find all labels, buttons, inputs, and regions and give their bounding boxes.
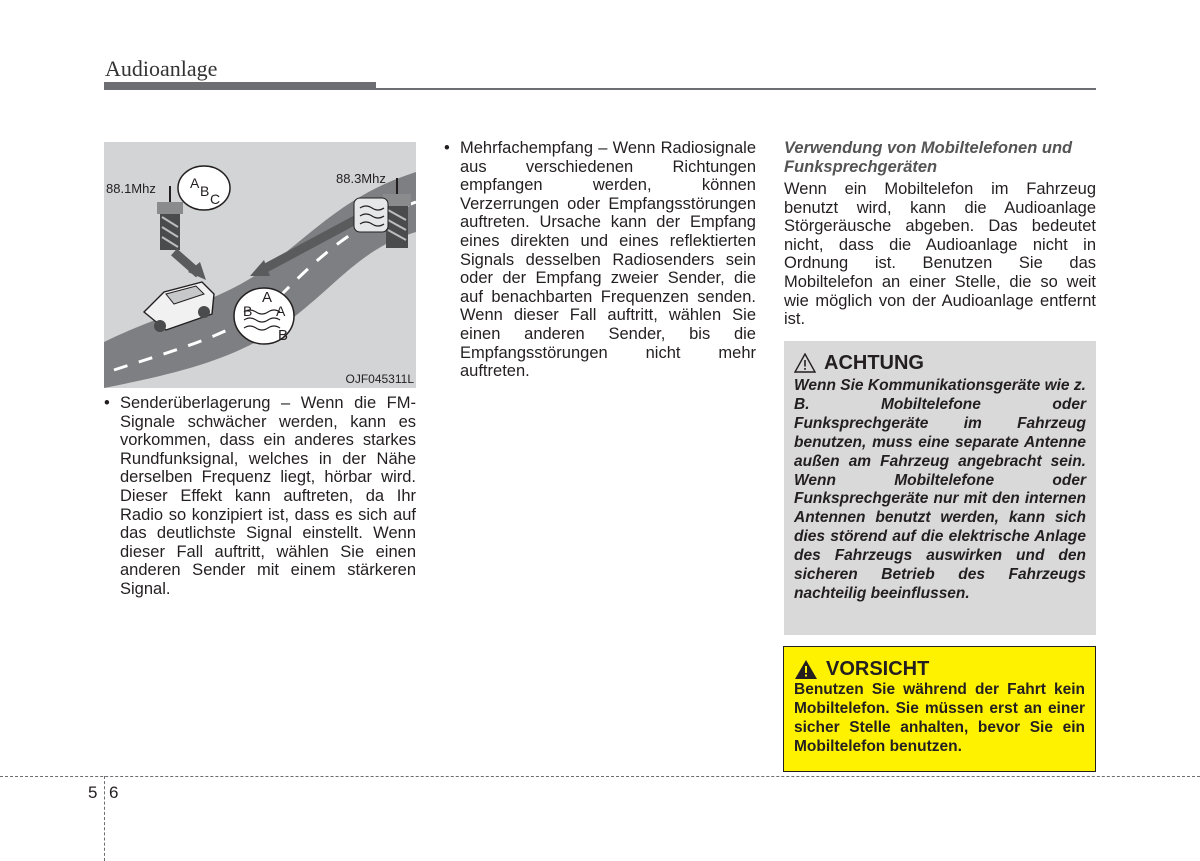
page-header-title: Audioanlage: [105, 56, 218, 81]
section-heading-mobiltelefone: Verwendung von Mobiltelefonen und Funksprechgeräten: [784, 139, 1073, 176]
bubble-letter-a: A: [190, 175, 200, 191]
vorsicht-box: [783, 646, 1096, 772]
bullet-senderueberlagerung-text: Senderüberlagerung – Wenn die FM-Signale schwächer werden, kann es vorkommen, dass ein anderes starkes Rundfunksignal, welches in der Nähe derselben Frequenz liegt, hörbar wird. Dieser Effekt kann auftreten, da Ihr Radio so konzipiert ist, dass es sich auf das deutlichste Signal einstellt. Wenn dieser Fall auftritt, wählen Sie einen anderen Sender mit einem stärkeren Signal.: [120, 394, 416, 598]
right-frequency-label: 88.3Mhz: [336, 171, 386, 186]
figure-code: OJF045311L: [345, 372, 414, 386]
header-rule-thin: [376, 88, 1096, 90]
left-frequency-label: 88.1Mhz: [106, 181, 156, 196]
vorsicht-title-row: [794, 657, 1085, 681]
middle-column: [444, 139, 756, 381]
car-bubble-letter-a: A: [262, 289, 273, 306]
achtung-box: [784, 341, 1096, 635]
bubble-letter-b: B: [200, 183, 210, 199]
bullet-mehrfachempfang-text: Mehrfachempfang – Wenn Radiosignale aus verschiedenen Richtungen empfangen werden, können Verzerrungen oder Empfangsstörungen auftreten. Ursache kann der Empfang eines direkten und eines reflektierten Signals desselben Radiosenders sein oder der Empfang zweier Sender, die auf benachbarten Frequenzen senden. Wenn dieser Fall auftritt, wählen Sie einen anderen Sender, bis die Empfangsstörungen nicht mehr auftreten.: [460, 139, 756, 381]
bullet-senderueberlagerung: [104, 394, 416, 599]
caution-triangle-icon: [794, 659, 818, 680]
bullet-dot: •: [444, 139, 450, 157]
footer-dashed-divider: [104, 776, 105, 861]
page-number: 6: [109, 783, 119, 802]
warning-triangle-icon: [794, 353, 816, 373]
car-bubble-letter-a2: A: [276, 303, 286, 319]
vorsicht-body: Benutzen Sie während der Fahrt kein Mobiltelefon. Sie müssen erst an einer sicher Stelle anhalten, bevor Sie ein Mobiltelefon benutzen.: [794, 681, 1085, 755]
section-body-mobiltelefone: Wenn ein Mobiltelefon im Fahrzeug benutzt wird, kann die Audioanlage Störgeräusche abgeben. Das bedeutet nicht, dass die Audioanlage nicht in Ordnung ist. Benutzen Sie das Mobiltelefon an einer Stelle, die so weit wie möglich von der Audioanlage entfernt ist.: [784, 180, 1096, 329]
radio-reception-illustration: [104, 142, 416, 388]
chapter-number: 5: [88, 783, 98, 802]
achtung-title: ACHTUNG: [824, 352, 924, 374]
right-column: [784, 139, 1096, 329]
footer-dashed-rule: [0, 776, 1200, 777]
left-column: [104, 394, 416, 599]
achtung-body: Wenn Sie Kommunikationsgeräte wie z. B. Mobiltelefone oder Funksprechgeräte im Fahrzeug benutzen, muss eine separate Antenne außen am Fahrzeug angebracht sein. Wenn Mobiltelefone oder Funksprechgeräte nur mit den internen Antennen benutzt werden, kann sich dies störend auf die elektrische Anlage des Fahrzeugs auswirken und den sicheren Betrieb des Fahrzeugs nachteilig beeinflussen.: [794, 377, 1086, 602]
vorsicht-title: VORSICHT: [826, 658, 930, 680]
header-rule-thick: [104, 82, 376, 90]
car-bubble-letter-b: B: [243, 303, 253, 319]
bullet-mehrfachempfang: [444, 139, 756, 381]
bubble-letter-c: C: [210, 191, 221, 207]
bullet-dot: •: [104, 394, 110, 412]
car-bubble-letter-b2: B: [278, 327, 289, 344]
achtung-title-row: [794, 351, 1086, 375]
